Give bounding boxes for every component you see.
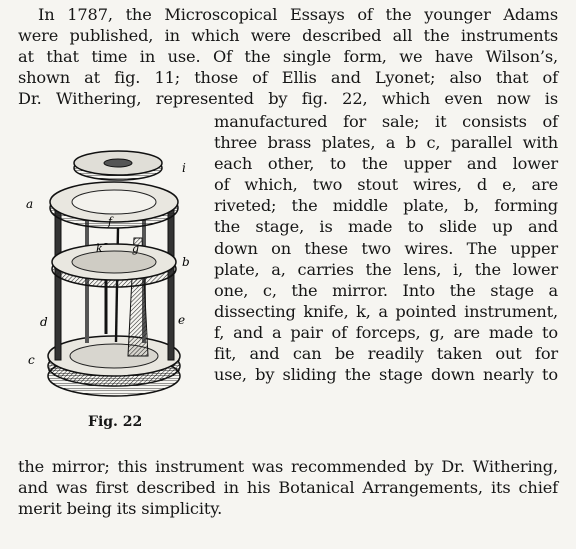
text-line: three brass plates, a b c, parallel with bbox=[214, 133, 558, 152]
text-line: of which, two stout wires, d e, are bbox=[214, 175, 558, 194]
text-line: each other, to the upper and lower bbox=[214, 154, 558, 173]
text-line: dissecting knife, k, a pointed instrument, bbox=[214, 302, 558, 321]
text-line: f, and a pair of forceps, g, are made to bbox=[214, 323, 558, 342]
text-line: use, by sliding the stage down nearly to bbox=[214, 365, 558, 384]
figure-label-a: a bbox=[26, 197, 34, 211]
text-line: In 1787, the Microscopical Essays of the younger Adams bbox=[38, 5, 558, 24]
figure-label-k: k bbox=[96, 242, 103, 255]
text-line: one, c, the mirror. Into the stage a bbox=[214, 281, 558, 300]
text-line: riveted; the middle plate, b, forming bbox=[214, 196, 558, 215]
microscope-illustration bbox=[22, 148, 202, 418]
text-line: at that time in use. Of the single form, we have Wilson’s, bbox=[18, 47, 558, 66]
text-line: the mirror; this instrument was recommended by Dr. Withering, bbox=[18, 457, 558, 476]
text-line: down on these two wires. The upper bbox=[214, 239, 558, 258]
text-line: and was first described in his Botanical Arrangements, its chief bbox=[18, 478, 558, 497]
text-line: were published, in which were described all the instruments bbox=[18, 26, 558, 45]
text-line: plate, a, carries the lens, i, the lower bbox=[214, 260, 558, 279]
text-line: the stage, is made to slide up and bbox=[214, 217, 558, 236]
text-line: merit being its simplicity. bbox=[18, 499, 223, 518]
text-line: manufactured for sale; it consists of bbox=[214, 112, 558, 131]
figure-label-g: g bbox=[132, 242, 140, 255]
figure-caption: Fig. 22 bbox=[88, 414, 143, 430]
text-line: fit, and can be readily taken out for bbox=[214, 344, 558, 363]
text-line: shown at fig. 11; those of Ellis and Lyonet; also that of bbox=[18, 68, 558, 87]
text-line: Dr. Withering, represented by fig. 22, which even now is bbox=[18, 89, 558, 108]
figure-label-e: e bbox=[178, 313, 186, 327]
figure-label-c: c bbox=[28, 353, 35, 367]
figure-label-i: i bbox=[182, 161, 186, 175]
figure-label-d: d bbox=[40, 315, 48, 329]
figure-label-f: f bbox=[108, 215, 113, 228]
figure-label-b: b bbox=[182, 255, 190, 269]
